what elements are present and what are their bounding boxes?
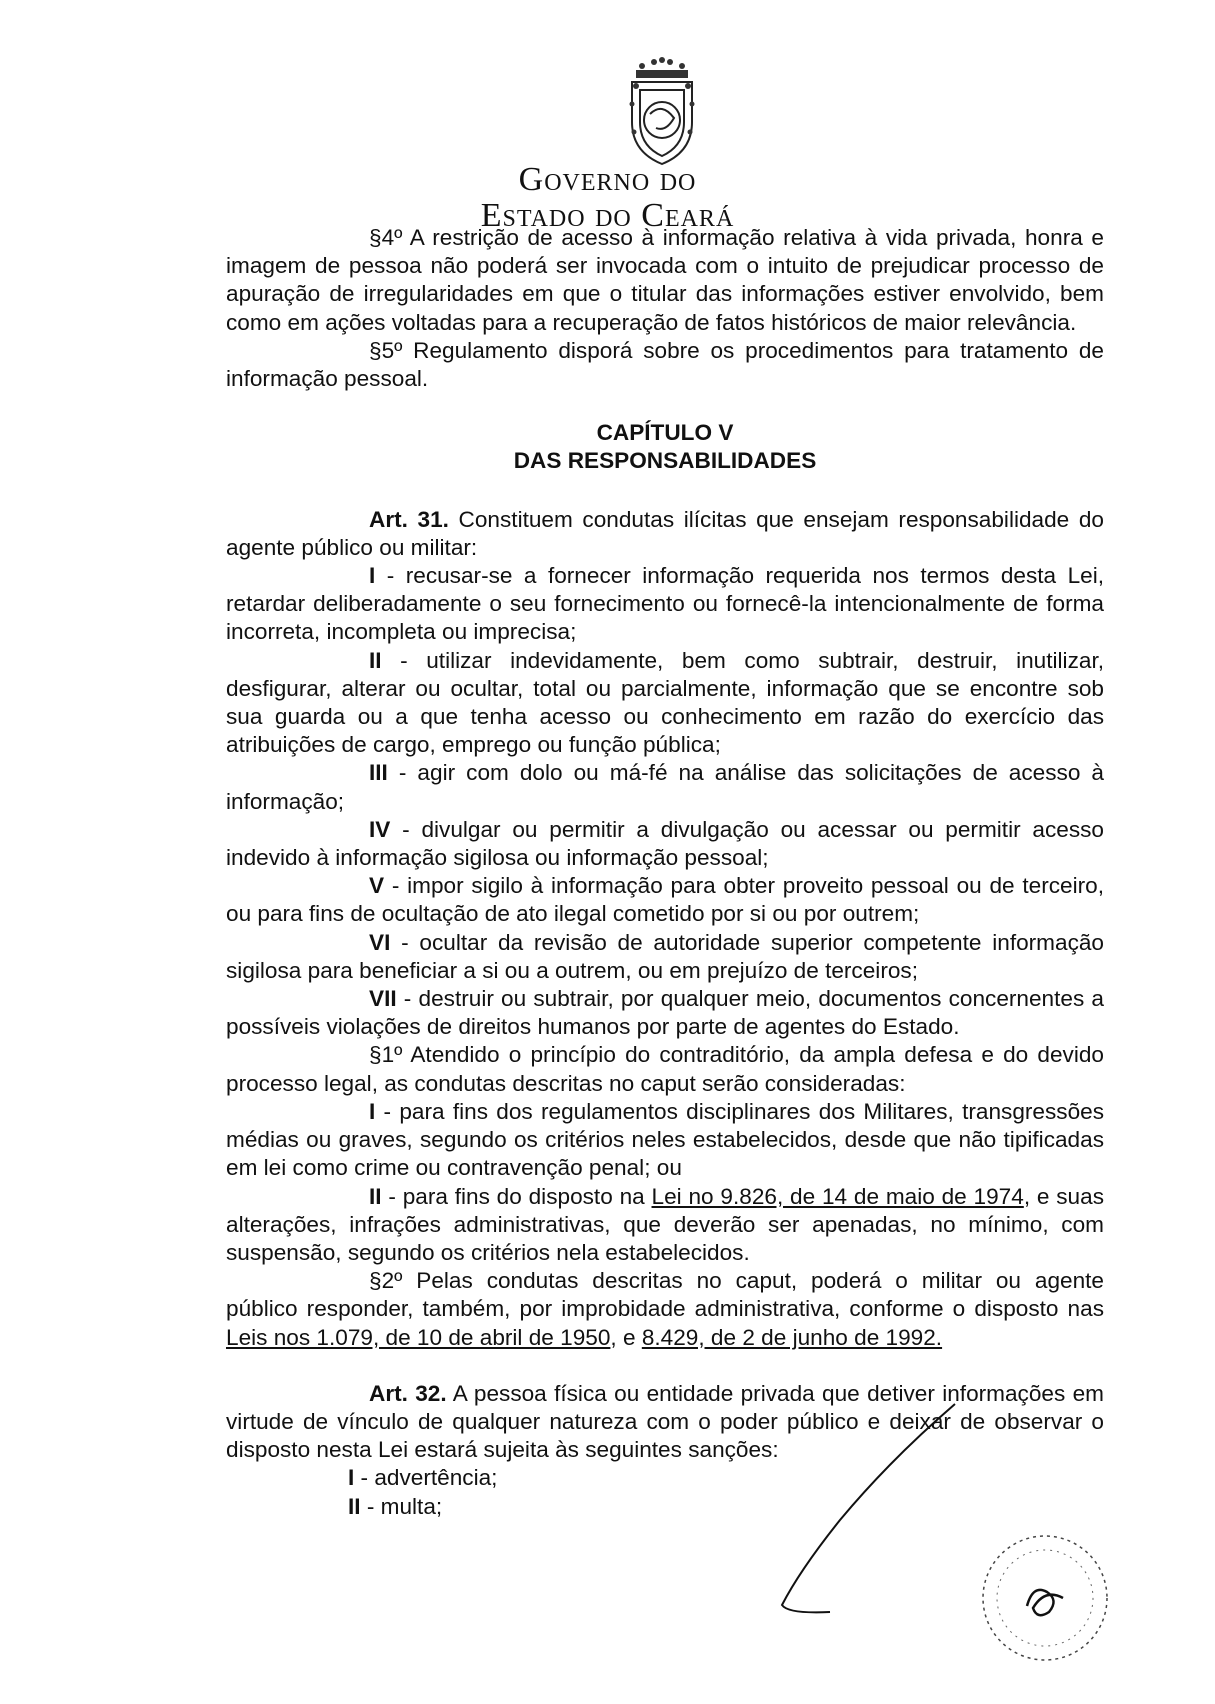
article-31-section-2: §2º Pelas condutas descritas no caput, poderá o militar ou agente público responder, também, por improbidade administrativa, conforme o disposto nas Leis nos 1.079, de 10 de abril de 1950, e 8.429, de 2 de junho de 1992. [226, 1268, 1104, 1350]
article-31-section-1-item: II - para fins do disposto na Lei no 9.826, de 14 de maio de 1974, e suas alterações, infrações administrativas, que deverão ser apenadas, no mínimo, com suspensão, segundo os critérios nela estabelecidos. [226, 1183, 1104, 1265]
article-31-section-1: §1º Atendido o princípio do contraditório, da ampla defesa e do devido processo legal, as condutas descritas no caput serão consideradas: [226, 1042, 1104, 1096]
article-31-section-1-item: I - para fins dos regulamentos disciplinares dos Militares, transgressões médias ou graves, segundo os critérios neles estabelecidos, desde que não tipificadas em lei como crime ou contravenção penal; ou [226, 1098, 1104, 1181]
state-coat-of-arms-icon [612, 52, 712, 170]
article-32-item: I - advertência; [348, 1465, 498, 1491]
header-government-line: GOVERNO DO [518, 161, 697, 198]
article-31-item: IV - divulgar ou permitir a divulgação ou acessar ou permitir acesso indevido à informação sigilosa ou informação pessoal; [226, 816, 1104, 871]
law-reference-link: Leis nos 1.079, de 10 de abril de 1950 [226, 1324, 611, 1350]
article-31-item: VI - ocultar da revisão de autoridade superior competente informação sigilosa para beneficiar a si ou a outrem, ou em prejuízo de terceiros; [226, 929, 1104, 983]
article-31: Art. 31. Constituem condutas ilícitas que ensejam responsabilidade do agente público ou militar: [226, 506, 1104, 560]
article-31-item: II - utilizar indevidamente, bem como subtrair, destruir, inutilizar, desfigurar, alterar ou ocultar, total ou parcialmente, informação que se encontre sob sua guarda ou a que tenha acesso ou conhecimento em razão do exercício das atribuições de cargo, emprego ou função pública; [226, 647, 1104, 758]
official-seal-stamp [975, 1528, 1115, 1668]
paragraph-5: §5º Regulamento disporá sobre os procedimentos para tratamento de informação pessoal. [226, 337, 1104, 392]
article-31-item: V - impor sigilo à informação para obter proveito pessoal ou de terceiro, ou para fins de ocultação de ato ilegal cometido por si ou por outrem; [226, 873, 1104, 927]
document-body [226, 224, 1104, 1521]
chapter-title: CAPÍTULO V [596, 420, 734, 446]
header-state-line: ESTADO DO CEARÁ [480, 197, 735, 234]
law-reference-link: 8.429, de 2 de junho de 1992. [641, 1324, 943, 1350]
law-reference-link: Lei no 9.826, de 14 de maio de 1974 [651, 1183, 1024, 1209]
article-31-item: I - recusar-se a fornecer informação requerida nos termos desta Lei, retardar deliberadamente o seu fornecimento ou fornecê-la intencionalmente de forma incorreta, incompleta ou imprecisa; [226, 563, 1104, 645]
paragraph-4: §4º A restrição de acesso à informação relativa à vida privada, honra e imagem de pessoa não poderá ser invocada com o intuito de prejudicar processo de apuração de irregularidades em que o titular das informações estiver envolvido, bem como em ações voltadas para a recuperação de fatos históricos de maior relevância. [226, 225, 1104, 335]
article-32-item: II - multa; [348, 1493, 443, 1519]
article-32: Art. 32. A pessoa física ou entidade privada que detiver informações em virtude de vínculo de qualquer natureza com o poder público e deixar de observar o disposto nesta Lei estará sujeita às seguintes sanções: [226, 1380, 1104, 1463]
chapter-subtitle: DAS RESPONSABILIDADES [513, 448, 817, 474]
article-31-item: III - agir com dolo ou má-fé na análise das solicitações de acesso à informação; [226, 760, 1104, 814]
article-31-item: VII - destruir ou subtrair, por qualquer meio, documentos concernentes a possíveis violações de direitos humanos por parte de agentes do Estado. [226, 986, 1104, 1040]
signature-stroke [770, 1400, 970, 1630]
